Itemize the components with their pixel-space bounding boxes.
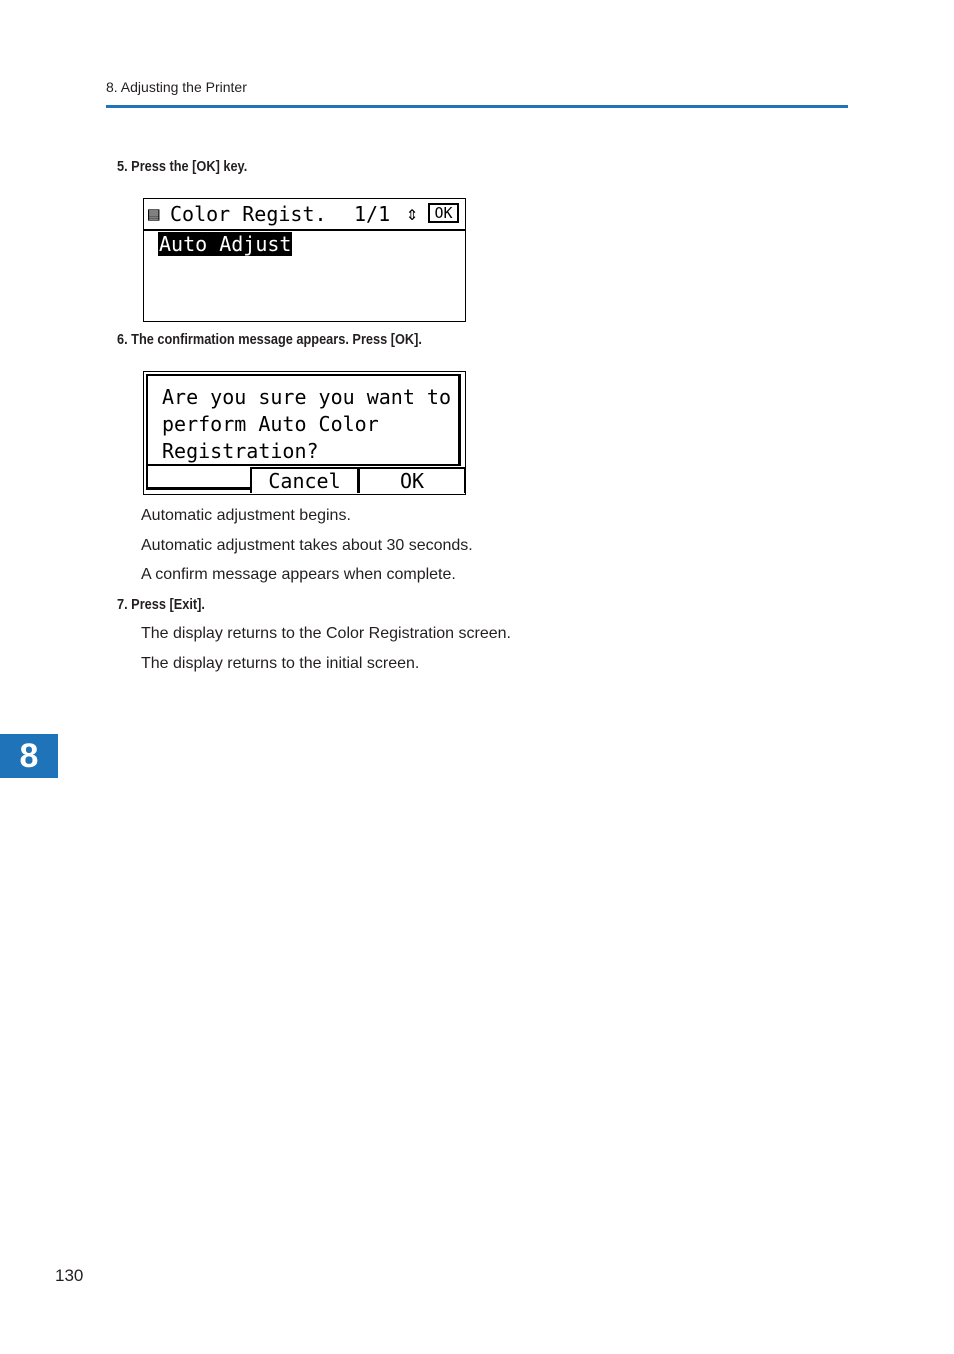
note-adjust-begins: Automatic adjustment begins.: [141, 507, 351, 524]
step-5: 5. Press the [OK] key.: [117, 159, 248, 175]
page-number: 130: [55, 1266, 84, 1285]
confirm-message: Are you sure you want to perform Auto Color Registration?: [162, 385, 451, 463]
note-confirm-complete: A confirm message appears when complete.: [141, 566, 456, 583]
lcd-ok-key-icon: OK: [428, 203, 459, 223]
lcd-confirm-dialog: [143, 371, 466, 495]
lcd-title: Color Regist.: [170, 202, 327, 226]
cancel-button[interactable]: Cancel: [250, 467, 360, 493]
note-adjust-duration: Automatic adjustment takes about 30 seconds.: [141, 537, 473, 554]
dialog-frame-bottom: [146, 466, 252, 490]
lcd-title-bar: [144, 199, 465, 231]
lcd-page-indicator: 1/1: [354, 202, 391, 226]
note-returns-color-registration: The display returns to the Color Registration screen.: [141, 625, 511, 642]
running-header: 8. Adjusting the Printer: [106, 79, 247, 95]
header-rule: [106, 105, 848, 108]
menu-icon: ▤: [148, 203, 160, 225]
lcd-color-regist-screen: [143, 198, 466, 322]
confirm-message-box: [146, 374, 461, 466]
step-7: 7. Press [Exit].: [117, 597, 205, 613]
step-6: 6. The confirmation message appears. Press [OK].: [117, 332, 422, 348]
chapter-tab: 8: [0, 734, 58, 778]
up-down-arrow-icon: ⇕: [406, 201, 419, 225]
note-returns-initial: The display returns to the initial screen.: [141, 655, 420, 672]
lcd-menu-item-auto-adjust[interactable]: Auto Adjust: [159, 232, 292, 256]
ok-button[interactable]: OK: [358, 467, 466, 493]
